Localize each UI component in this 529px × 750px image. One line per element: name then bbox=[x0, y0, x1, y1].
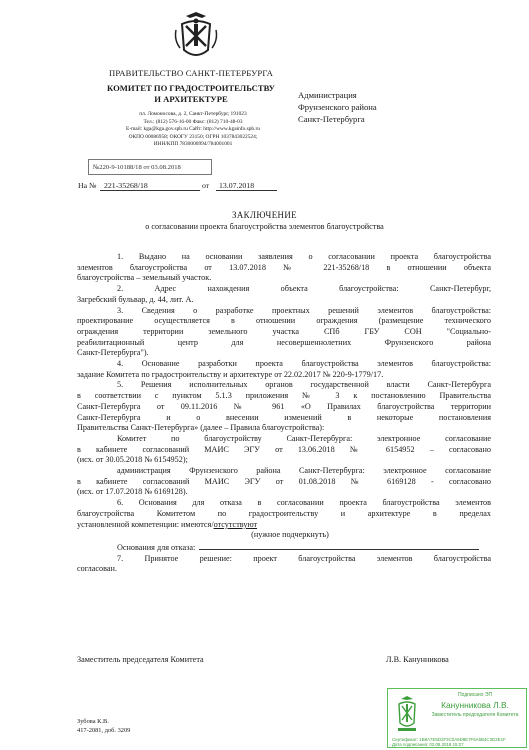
ot-date: 13.07.2018 bbox=[216, 181, 277, 191]
committee-address: пл. Ломоносова, д. 2, Санкт-Петербург, 191023 Тел.: (812) 576-16-00 Факс: (812) 710-48-03 E-mail: kga@kga.gov.spb.ru Сайт: http://www.kgainfo.spb.ru ОКПО 00086958; ОКОГУ 23150; ОГРН 1037843022524; ИНН/КПП 7830000994/784001001 bbox=[126, 111, 260, 148]
government-name: ПРАВИТЕЛЬСТВО САНКТ-ПЕТЕРБУРГА bbox=[108, 68, 274, 78]
paragraph-4: 4. Основание разработки проекта благоустройства элементов благоустройства: bbox=[117, 359, 491, 369]
paragraph-5a: Комитет по благоустройству Санкт-Петербурга: электронное согласование bbox=[117, 433, 491, 443]
coat-of-arms-icon bbox=[172, 10, 220, 62]
executor-info: Зубова К.В. 417-2081, доб. 3209 bbox=[77, 718, 131, 734]
paragraph-5: 5. Решения исполнительных органов государственной власти Санкт-Петербурга bbox=[117, 380, 491, 390]
document-title: ЗАКЛЮЧЕНИЕ bbox=[231, 210, 297, 220]
paragraph-3: 3. Сведения о разработке проектных решений элементов благоустройства: bbox=[117, 305, 491, 315]
stamp-signer-name: Канунникова Л.В. bbox=[441, 700, 509, 710]
paragraph-2: 2. Адрес нахождения объекта благоустройства: Санкт-Петербург, bbox=[117, 284, 491, 294]
underline-note: (нужное подчеркнуть) bbox=[251, 530, 329, 540]
signatory-name: Л.В. Канунникова bbox=[386, 655, 449, 664]
ot-label: от bbox=[202, 181, 210, 190]
reference-number-line bbox=[78, 181, 278, 195]
na-number: 221-35268/18 bbox=[100, 181, 200, 191]
paragraph-7: 7. Принятое решение: проект благоустройства элементов благоустройства bbox=[117, 553, 491, 563]
paragraph-5b: администрация Фрунзенского района Санкт-Петербурга: электронное согласование bbox=[117, 466, 491, 476]
selected-option: отсутствуют bbox=[213, 519, 258, 529]
refusal-line: Основания для отказа: bbox=[77, 541, 491, 554]
stamp-crest-icon bbox=[394, 695, 420, 735]
recipient-block: Администрация Фрунзенского района Санкт-Петербурга bbox=[298, 90, 377, 124]
committee-name: КОМИТЕТ ПО ГРАДОСТРОИТЕЛЬСТВУ И АРХИТЕКТУРЕ bbox=[107, 83, 275, 104]
signatory-position: Заместитель председателя Комитета bbox=[77, 655, 204, 664]
paragraph-1: 1. Выдано на основании заявления о согласовании проекта благоустройства bbox=[117, 252, 491, 261]
electronic-signature-stamp: Подписано ЭП Канунникова Л.В. Заместитель председателя Комитета Сертификат: 1B8A7E5D2F3C0A9D8E7F6A5B4C3D2E1F Дата подписания: 02.08.2018 15:27 bbox=[387, 688, 527, 748]
document-body: 1. Выдано на основании заявления о согласовании проекта благоустройства элементов благоустройства от 13.07.2018 № 221-35268/18 в отношении объекта благоустройства – земельный участок. 2. Адрес нахождения объекта благоустройства: Санкт-Петербург, Загребский бульвар, д. 44, лит. А. 3. Сведения о разработке проектных решений элементов благоустройства: проектирование осуществляется в отношении ограждения (размещение технического ограждения территории земельного участка СПб ГБУ СОН "Социально- реабилитационный центр для несовершеннолетних Фрунзенского района Санкт-Петербурга"). 4. Основание разработки проекта благоустройства элементов благоустройства: задание Комитета по градостроительству и архитектуре от 22.02.2017 № 220-9-1779/17. 5. Решения исполнительных органов государственной власти Санкт-Петербурга в соответствии с пунктом 5.1.3 приложения № 3 к постановлению Правительства Санкт-Петербурга от 09.11.2016 № 961 «О Правилах благоустройства территории Санкт-Петербурга и о внесении изменений в некоторые постановления Правительства Санкт-Петербурга» (далее – Правила благоустройства): Комитет по благоустройству Санкт-Петербурга: электронное согласование в кабинете согласований МАИС ЭГУ от 13.06.2018 № 6154952 – согласовано (исх. от 30.05.2018 № 6154952); администрация Фрунзенского района Санкт-Петербурга: электронное согласование в кабинете согласований МАИС ЭГУ от 01.08.2018 № 6169128 - согласовано (исх. от 17.07.2018 № 6169128). 6. Основания для отказа в согласовании проекта благоустройства элементов благоустройства Комитетом по градостроительству и архитектуре в пределах установленной компетенции: имеются/отсутствуют (нужное подчеркнуть) Основания для отказа: 7. Принятое решение: проект благоустройства элементов благоустройства согласован. bbox=[77, 252, 491, 574]
na-label: На № bbox=[78, 181, 97, 190]
document-subtitle: о согласовании проекта благоустройства элементов благоустройства bbox=[145, 222, 384, 231]
paragraph-6: 6. Основания для отказа в согласовании проекта благоустройства элементов bbox=[117, 498, 491, 508]
registration-stamp: №220-9-10188/18 от 03.08.2018 bbox=[88, 159, 212, 175]
